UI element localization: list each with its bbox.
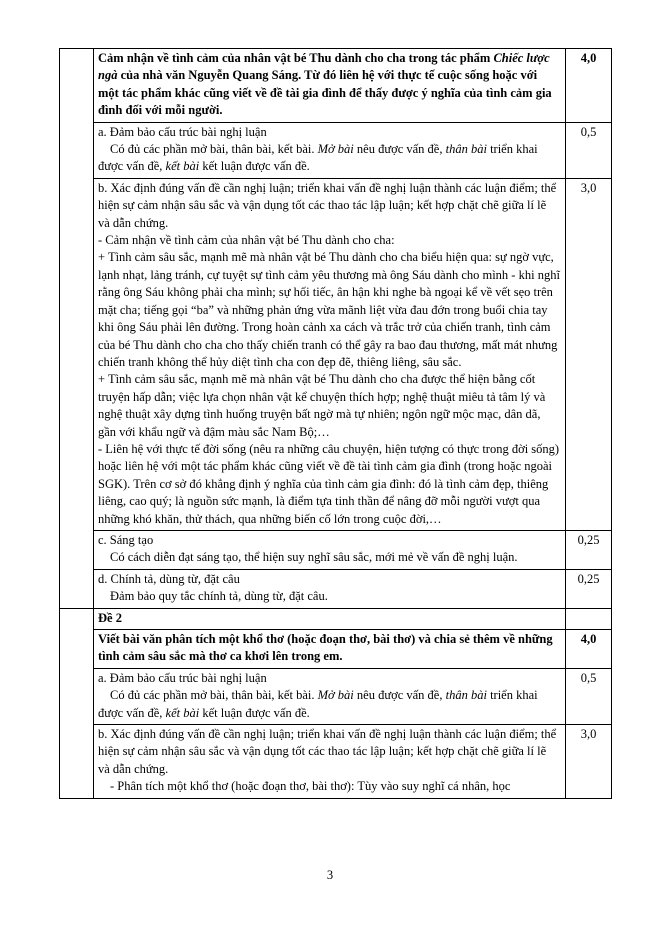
score-cell: 0,25 (566, 530, 612, 569)
question-cell: Cảm nhận về tình cảm của nhân vật bé Thu dành cho cha trong tác phẩm Chiếc lược ngà của nhà văn Nguyễn Quang Sáng. Từ đó liên hệ với thực tế cuộc sống hoặc với một tác phẩm khác cũng viết về đề tài gia đình để thấy được ý nghĩa của tình cảm gia đình đối với mỗi người. (94, 49, 566, 123)
page-number: 3 (326, 868, 334, 882)
score-cell: 4,0 (566, 630, 612, 669)
criteria-cell (94, 668, 566, 724)
criteria-body: Có cách diễn đạt sáng tạo, thể hiện suy nghĩ sâu sắc, mới mẻ về vấn đề nghị luận. (110, 550, 518, 565)
table-row (60, 630, 612, 669)
question-cell: Viết bài văn phân tích một khổ thơ (hoặc đoạn thơ, bài thơ) và chia sẻ thêm về những tình cảm sâu sắc mà thơ ca khơi lên trong em. (94, 630, 566, 669)
table-row (60, 569, 612, 608)
criteria-cell (94, 178, 566, 530)
score-cell: 0,5 (566, 122, 612, 178)
table-row (60, 122, 612, 178)
score-cell: 0,5 (566, 668, 612, 724)
criteria-cell (94, 530, 566, 569)
criteria-body: Đảm bảo quy tắc chính tả, dùng từ, đặt câu. (110, 589, 328, 604)
criteria-body: Có đủ các phần mở bài, thân bài, kết bài. Mở bài nêu được vấn đề, thân bài triển khai được vấn đề, kết bài kết luận được vấn đề. (98, 688, 538, 720)
table-row (60, 725, 612, 799)
criteria-cell (94, 569, 566, 608)
criteria-body: + Tình cảm sâu sắc, mạnh mẽ mà nhân vật bé Thu dành cho cha được thể hiện bằng cốt truyện hấp dẫn; việc lựa chọn nhân vật kể chuyện thích hợp; nghệ thuật miêu tả tâm lý và nghệ thuật xây dựng tình huống truyện bất ngờ mà tự nhiên; ngôn ngữ mộc mạc, dân dã, gần với khẩu ngữ và đậm màu sắc Nam Bộ;… (98, 372, 546, 439)
empty-cell (60, 608, 94, 798)
table-row (60, 608, 612, 629)
criteria-cell (94, 725, 566, 799)
empty-cell (60, 49, 94, 609)
score-cell: 0,25 (566, 569, 612, 608)
de2-heading: Đề 2 (94, 608, 566, 629)
table-row (60, 668, 612, 724)
table-row (60, 49, 612, 123)
table-row (60, 178, 612, 530)
criteria-heading: b. Xác định đúng vấn đề cần nghị luận; triển khai vấn đề nghị luận thành các luận điểm; thể hiện sự cảm nhận sâu sắc và vận dụng tốt các thao tác lập luận; kết hợp chặt chẽ giữa lí lẽ và dẫn chứng. (98, 180, 557, 230)
criteria-heading: c. Sáng tạo (98, 532, 154, 547)
criteria-heading: b. Xác định đúng vấn đề cần nghị luận; triển khai vấn đề nghị luận thành các luận điểm; thể hiện sự cảm nhận sâu sắc và vận dụng tốt các thao tác lập luận; kết hợp chặt chẽ giữa lí lẽ và dẫn chứng. (98, 727, 557, 776)
criteria-cell (94, 122, 566, 178)
criteria-body: - Cảm nhận về tình cảm của nhân vật bé Thu dành cho cha: (98, 233, 395, 248)
criteria-body: Có đủ các phần mở bài, thân bài, kết bài. Mở bài nêu được vấn đề, thân bài triển khai được vấn đề, kết bài kết luận được vấn đề. (98, 142, 538, 174)
criteria-body: - Liên hệ với thực tế đời sống (nêu ra những câu chuyện, hiện tượng có thực trong đời sống) hoặc liên hệ với một tác phẩm khác cũng viết về đề tài tình cảm gia đình (trong hoặc ngoài SGK). Trên cơ sở đó khẳng định ý nghĩa của tình cảm gia đình: đó là tình cảm đẹp, thiêng liêng, cao quý; là nguồn sức mạnh, là điểm tựa tinh thần để nâng đỡ mỗi người vượt qua những khó khăn, thử thách, qua những biến cố lớn trong cuộc đời,… (98, 441, 560, 526)
criteria-body: + Tình cảm sâu sắc, mạnh mẽ mà nhân vật bé Thu dành cho cha biểu hiện qua: sự ngờ vực, lạnh nhạt, lảng tránh, cự tuyệt sự tình cảm yêu thương mà ông Sáu dành cho mình - khi nghĩ rằng ông Sáu không phải cha mình; sự hối tiếc, ân hận khi nghe bà ngoại kể về vết sẹo trên mặt cha; tiếng gọi “ba” và những phản ứng vừa mãnh liệt vừa đau đớn trong buổi chia tay khi ông Sáu phải lên đường. Trong hoàn cảnh xa cách và trắc trở của chiến tranh, tình cảm của bé Thu dành cho cha cho thấy chiến tranh có thể gây ra bao đau thương, mất mát nhưng chiến tranh không thể hủy diệt tình cha con đẹp đẽ, thiêng liêng, sâu sắc. (98, 250, 560, 369)
table-row (60, 530, 612, 569)
criteria-heading: d. Chính tả, dùng từ, đặt câu (98, 571, 240, 586)
score-cell: 3,0 (566, 725, 612, 799)
work-title: Chiếc lược ngà (98, 51, 550, 83)
answer-key-table (59, 48, 612, 799)
score-cell: 3,0 (566, 178, 612, 530)
score-cell: 4,0 (566, 49, 612, 123)
criteria-heading: a. Đảm bảo cấu trúc bài nghị luận (98, 670, 267, 685)
empty-cell (566, 608, 612, 629)
criteria-heading: a. Đảm bảo cấu trúc bài nghị luận (98, 124, 267, 139)
criteria-body: - Phân tích một khổ thơ (hoặc đoạn thơ, bài thơ): Tùy vào suy nghĩ cá nhân, học (110, 779, 511, 794)
